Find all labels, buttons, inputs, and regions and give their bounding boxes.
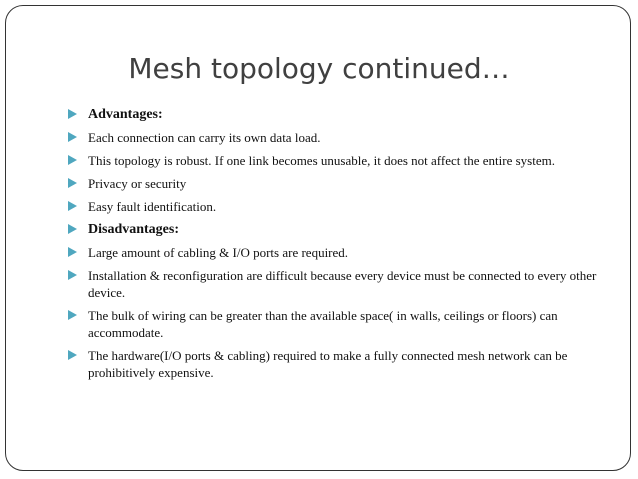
bullet-text: Disadvantages:: [88, 222, 180, 237]
bullet-text: Easy fault identification.: [88, 199, 217, 214]
triangle-bullet-icon: [68, 201, 77, 211]
bullet-text: Large amount of cabling & I/O ports are required.: [88, 245, 349, 260]
list-item: [68, 152, 598, 169]
bullet-text: Advantages:: [88, 107, 163, 122]
list-item: [68, 244, 598, 261]
slide-title: Mesh topology continued…: [128, 52, 510, 85]
bullet-text: Installation & reconfiguration are difficult because every device must be connected to every other device.: [88, 268, 597, 300]
triangle-bullet-icon: [68, 247, 77, 257]
triangle-bullet-icon: [68, 155, 77, 165]
triangle-bullet-icon: [68, 132, 77, 142]
triangle-bullet-icon: [68, 270, 77, 280]
bullet-text: Each connection can carry its own data load.: [88, 130, 321, 145]
list-item: [68, 347, 598, 381]
triangle-bullet-icon: [68, 109, 77, 119]
bullet-text: This topology is robust. If one link becomes unusable, it does not affect the entire system.: [88, 153, 555, 168]
bullet-text: The hardware(I/O ports & cabling) required to make a fully connected mesh network can be prohibitively expensive.: [88, 348, 568, 380]
triangle-bullet-icon: [68, 310, 77, 320]
bullet-list: [68, 106, 598, 387]
bullet-text: The bulk of wiring can be greater than the available space( in walls, ceilings or floors) can accommodate.: [88, 308, 558, 340]
list-item: [68, 307, 598, 341]
list-item: [68, 221, 598, 238]
list-item: [68, 106, 598, 123]
list-item: [68, 129, 598, 146]
list-item: [68, 267, 598, 301]
triangle-bullet-icon: [68, 350, 77, 360]
list-item: [68, 175, 598, 192]
triangle-bullet-icon: [68, 224, 77, 234]
bullet-text: Privacy or security: [88, 176, 187, 191]
triangle-bullet-icon: [68, 178, 77, 188]
list-item: [68, 198, 598, 215]
